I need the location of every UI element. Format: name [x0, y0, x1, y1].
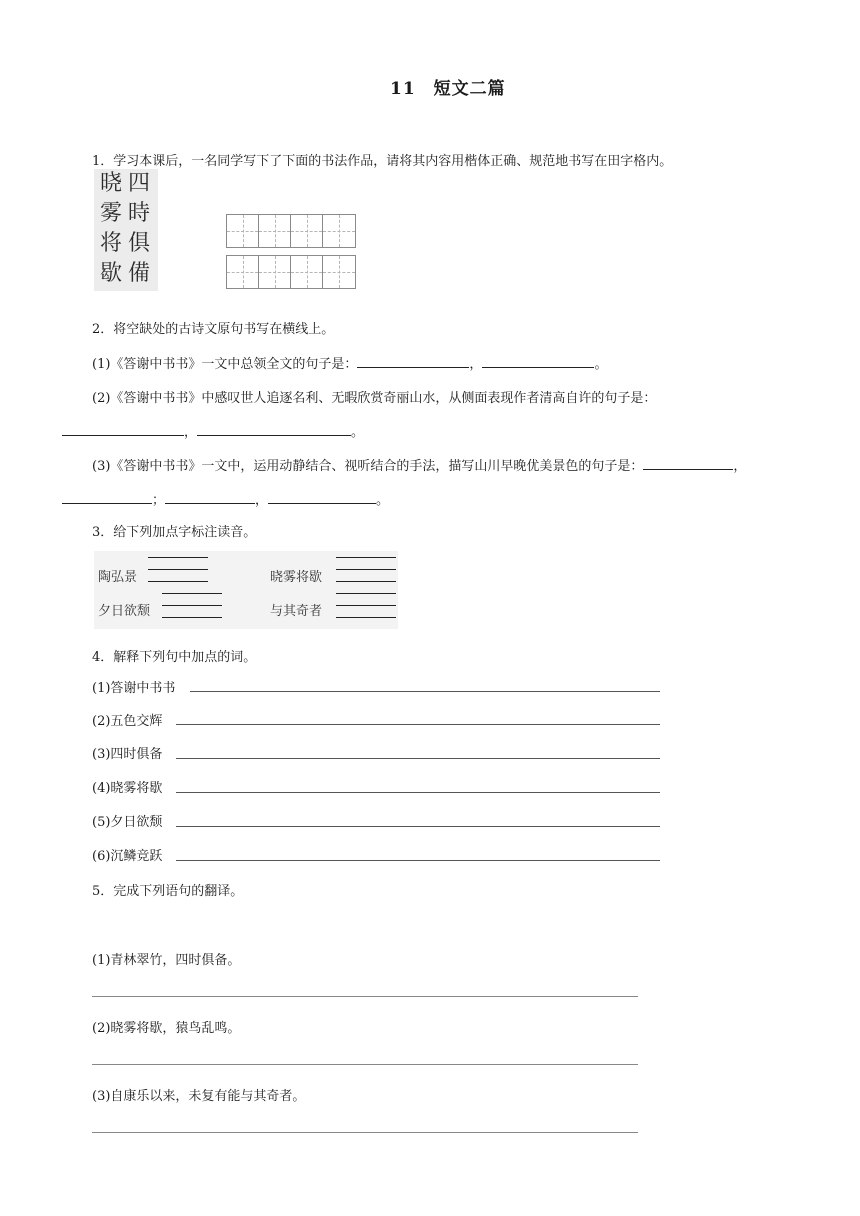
- calligraphy-char: 晓: [100, 171, 123, 196]
- punctuation: ，: [184, 425, 198, 440]
- pinyin-exercise: [94, 551, 398, 629]
- answer-blank[interactable]: [643, 457, 733, 470]
- calligraphy-char: 時: [128, 201, 151, 226]
- item-text: (3)《答谢中书书》一文中，运用动静结合、视听结合的手法，描写山川早晚优美景色的句子是：: [92, 459, 644, 474]
- pinyin-word: 夕日欲颓: [98, 604, 151, 619]
- question-4-item: (1)答谢中书书: [92, 681, 176, 696]
- pinyin-word: 陶弘景: [98, 570, 138, 585]
- question-2-item-2: (2)《答谢中书书》中感叹世人追逐名利、无暇欣赏奇丽山水，从侧面表现作者清高自许的句子是：: [92, 391, 657, 406]
- answer-blank[interactable]: [268, 491, 376, 504]
- grid-cell[interactable]: [291, 215, 323, 247]
- question-4-item: (5)夕日欲颓: [92, 815, 163, 830]
- question-5-item: (2)晓雾将歇，猿鸟乱鸣。: [92, 1021, 241, 1036]
- punctuation: ，: [733, 459, 747, 474]
- pinyin-line[interactable]: [162, 593, 222, 594]
- calligraphy-char: 四: [128, 171, 151, 196]
- punctuation: ；: [152, 493, 166, 508]
- pinyin-line[interactable]: [148, 569, 208, 570]
- pinyin-word: 与其奇者: [270, 604, 323, 619]
- answer-line[interactable]: [176, 826, 660, 827]
- pinyin-line[interactable]: [162, 605, 222, 606]
- lesson-title: 短文二篇: [433, 79, 506, 99]
- calligraphy-char: 歇: [100, 261, 123, 286]
- calligraphy-char: 将: [100, 231, 123, 256]
- punctuation: ，: [469, 357, 483, 372]
- pinyin-line[interactable]: [148, 557, 208, 558]
- question-5: 5．完成下列语句的翻译。: [92, 884, 244, 899]
- question-1: 1．学习本课后，一名同学写下了下面的书法作品，请将其内容用楷体正确、规范地书写在田字格内。: [92, 154, 673, 169]
- answer-line[interactable]: [92, 1064, 638, 1065]
- tian-grid-row-1[interactable]: [226, 214, 356, 248]
- question-3: 3．给下列加点字标注读音。: [92, 525, 257, 540]
- page-title: [390, 74, 506, 99]
- answer-line[interactable]: [92, 996, 638, 997]
- item-text: (1)《答谢中书书》一文中总领全文的句子是：: [92, 357, 358, 372]
- pinyin-line[interactable]: [336, 569, 396, 570]
- grid-cell[interactable]: [259, 256, 291, 288]
- answer-blank[interactable]: [165, 491, 255, 504]
- answer-blank[interactable]: [482, 355, 594, 368]
- question-5-item: (3)自康乐以来，未复有能与其奇者。: [92, 1089, 306, 1104]
- grid-cell[interactable]: [323, 256, 355, 288]
- question-4: 4．解释下列句中加点的词。: [92, 650, 257, 665]
- grid-cell[interactable]: [227, 215, 259, 247]
- grid-cell[interactable]: [259, 215, 291, 247]
- question-2: 2．将空缺处的古诗文原句书写在横线上。: [92, 322, 335, 337]
- answer-blank[interactable]: [62, 491, 152, 504]
- question-2-item-1: [92, 353, 607, 372]
- pinyin-line[interactable]: [336, 557, 396, 558]
- calligraphy-char: 雾: [100, 201, 123, 226]
- pinyin-line[interactable]: [148, 581, 208, 582]
- question-2-item-2-blanks: [62, 421, 364, 440]
- pinyin-word: 晓雾将歇: [270, 570, 323, 585]
- calligraphy-char: 俱: [128, 231, 151, 256]
- tian-grid-row-2[interactable]: [226, 255, 356, 289]
- answer-line[interactable]: [176, 792, 660, 793]
- question-2-item-3-blanks: [62, 489, 389, 508]
- answer-line[interactable]: [190, 691, 660, 692]
- answer-blank[interactable]: [62, 423, 184, 436]
- grid-cell[interactable]: [323, 215, 355, 247]
- answer-line[interactable]: [176, 758, 660, 759]
- answer-line[interactable]: [176, 860, 660, 861]
- question-4-item: (3)四时俱备: [92, 747, 163, 762]
- answer-line[interactable]: [92, 1132, 638, 1133]
- question-4-item: (6)沉鳞竞跃: [92, 849, 163, 864]
- question-2-item-3: [92, 455, 746, 474]
- answer-blank[interactable]: [357, 355, 469, 368]
- calligraphy-image: [94, 169, 158, 291]
- answer-line[interactable]: [176, 724, 660, 725]
- calligraphy-char: 備: [128, 261, 151, 286]
- pinyin-line[interactable]: [336, 593, 396, 594]
- punctuation: 。: [376, 493, 390, 508]
- question-4-item: (2)五色交辉: [92, 714, 163, 729]
- pinyin-line[interactable]: [336, 605, 396, 606]
- punctuation: 。: [594, 357, 608, 372]
- pinyin-line[interactable]: [162, 617, 222, 618]
- pinyin-line[interactable]: [336, 617, 396, 618]
- answer-blank[interactable]: [197, 423, 351, 436]
- grid-cell[interactable]: [227, 256, 259, 288]
- grid-cell[interactable]: [291, 256, 323, 288]
- punctuation: 。: [351, 425, 365, 440]
- question-4-item: (4)晓雾将歇: [92, 781, 163, 796]
- question-5-item: (1)青林翠竹，四时俱备。: [92, 953, 241, 968]
- punctuation: ，: [255, 493, 269, 508]
- pinyin-line[interactable]: [336, 581, 396, 582]
- lesson-number: 11: [390, 79, 416, 99]
